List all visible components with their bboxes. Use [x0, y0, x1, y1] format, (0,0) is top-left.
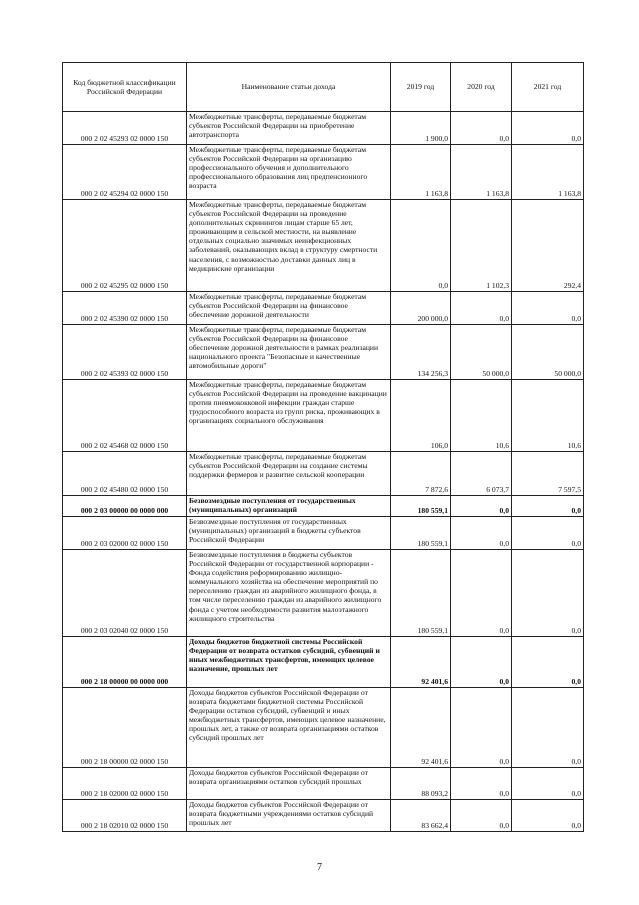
value-2019: 88 093,2 — [391, 768, 451, 800]
value-2021: 0,0 — [512, 292, 584, 325]
row-name: Доходы бюджетов субъектов Российской Федерации от возврата бюджетными учреждениями остатков субсидий прошлых лет — [187, 800, 391, 832]
row-name: Межбюджетные трансферты, передаваемые бюджетам субъектов Российской Федерации на организацию профессионального обучения и дополнительного профессионального образования лиц предпенсионного возраста — [187, 145, 391, 200]
value-2019: 83 662,4 — [391, 800, 451, 832]
table-row — [63, 325, 584, 380]
row-code: 000 2 18 02010 02 0000 150 — [63, 800, 187, 832]
table-row — [63, 200, 584, 292]
row-code: 000 2 02 45293 02 0000 150 — [63, 112, 187, 145]
value-2020: 1 163,8 — [451, 145, 512, 200]
table-row — [63, 637, 584, 688]
table-row — [63, 112, 584, 145]
row-name: Доходы бюджетов бюджетной системы Российской Федерации от возврата остатков субсидий, субвенций и иных межбюджетных трансфертов, имеющих целевое назначение, прошлых лет — [187, 637, 391, 688]
header-code: Код бюджетной классификации Российской Федерации — [63, 63, 187, 112]
row-code: 000 2 18 02000 02 0000 150 — [63, 768, 187, 800]
value-2019: 1 163,8 — [391, 145, 451, 200]
row-name: Безвозмездные поступления в бюджеты субъектов Российской Федерации от государственной корпорации - Фонда содействия реформированию жилищно-коммунального хозяйства на обеспечение мероприятий по переселению граждан из аварийного жилищного фонда, в том числе переселению граждан из аварийного жилищного фонда с учетом необходимости развития малоэтажного жилищного строительства — [187, 550, 391, 637]
value-2019: 200 000,0 — [391, 292, 451, 325]
value-2021: 0,0 — [512, 496, 584, 517]
value-2019: 106,0 — [391, 380, 451, 452]
table-header-row — [63, 63, 584, 112]
value-2019: 92 401,6 — [391, 637, 451, 688]
value-2021: 0,0 — [512, 517, 584, 550]
row-code: 000 2 03 00000 00 0000 000 — [63, 496, 187, 517]
value-2020: 10,6 — [451, 380, 512, 452]
row-name: Доходы бюджетов субъектов Российской Федерации от возврата бюджетами бюджетной системы Российской Федерации остатков субсидий, субвенций и иных межбюджетных трансфертов, имеющих целевое назначение, прошлых лет, а также от возврата организациями остатков субсидий прошлых лет — [187, 688, 391, 768]
row-code: 000 2 03 02000 02 0000 150 — [63, 517, 187, 550]
value-2020: 0,0 — [451, 768, 512, 800]
header-name: Наименование статьи дохода — [187, 63, 391, 112]
value-2021: 0,0 — [512, 637, 584, 688]
row-code: 000 2 02 45294 02 0000 150 — [63, 145, 187, 200]
table-row — [63, 380, 584, 452]
row-name: Безвозмездные поступления от государственных (муниципальных) организаций в бюджеты субъектов Российской Федерации — [187, 517, 391, 550]
value-2021: 0,0 — [512, 688, 584, 768]
value-2020: 1 102,3 — [451, 200, 512, 292]
header-2021: 2021 год — [512, 63, 584, 112]
value-2021: 10,6 — [512, 380, 584, 452]
page-number: 7 — [317, 862, 322, 873]
row-code: 000 2 02 45390 02 0000 150 — [63, 292, 187, 325]
table-row — [63, 768, 584, 800]
value-2019: 134 256,3 — [391, 325, 451, 380]
value-2021: 0,0 — [512, 768, 584, 800]
value-2021: 292,4 — [512, 200, 584, 292]
row-name: Безвозмездные поступления от государственных (муниципальных) организаций — [187, 496, 391, 517]
value-2019: 180 559,1 — [391, 517, 451, 550]
table-row — [63, 688, 584, 768]
value-2019: 92 401,6 — [391, 688, 451, 768]
value-2020: 0,0 — [451, 800, 512, 832]
value-2019: 7 872,6 — [391, 452, 451, 496]
value-2019: 180 559,1 — [391, 496, 451, 517]
table-row — [63, 517, 584, 550]
row-code: 000 2 02 45393 02 0000 150 — [63, 325, 187, 380]
value-2019: 0,0 — [391, 200, 451, 292]
value-2020: 0,0 — [451, 688, 512, 768]
value-2021: 0,0 — [512, 550, 584, 637]
row-code: 000 2 18 00000 02 0000 150 — [63, 688, 187, 768]
row-name: Доходы бюджетов субъектов Российской Федерации от возврата организациями остатков субсидий прошлых — [187, 768, 391, 800]
row-name: Межбюджетные трансферты, передаваемые бюджетам субъектов Российской Федерации на финансовое обеспечение дорожной деятельности — [187, 292, 391, 325]
row-code: 000 2 18 00000 00 0000 000 — [63, 637, 187, 688]
value-2020: 50 000,0 — [451, 325, 512, 380]
row-code: 000 2 02 45295 02 0000 150 — [63, 200, 187, 292]
row-name: Межбюджетные трансферты, передаваемые бюджетам субъектов Российской Федерации на создание системы поддержки фермеров и развитие сельской кооперации — [187, 452, 391, 496]
table-row — [63, 292, 584, 325]
value-2019: 1 900,0 — [391, 112, 451, 145]
table-row — [63, 550, 584, 637]
value-2020: 0,0 — [451, 517, 512, 550]
row-name: Межбюджетные трансферты, передаваемые бюджетам субъектов Российской Федерации на проведение дополнительных скринингов лицам старше 65 лет, проживающим в сельской местности, на выявление отдельных социально значимых неинфекционных заболеваний, оказывающих вклад в структуру смертности населения, с возможностью доставки данных лиц в медицинские организации — [187, 200, 391, 292]
value-2020: 6 073,7 — [451, 452, 512, 496]
table-row — [63, 800, 584, 832]
value-2020: 0,0 — [451, 550, 512, 637]
value-2020: 0,0 — [451, 112, 512, 145]
value-2020: 0,0 — [451, 496, 512, 517]
value-2019: 180 559,1 — [391, 550, 451, 637]
row-code: 000 2 02 45468 02 0000 150 — [63, 380, 187, 452]
row-code: 000 2 02 45480 02 0000 150 — [63, 452, 187, 496]
value-2021: 0,0 — [512, 112, 584, 145]
value-2020: 0,0 — [451, 637, 512, 688]
header-2019: 2019 год — [391, 63, 451, 112]
value-2021: 0,0 — [512, 800, 584, 832]
value-2020: 0,0 — [451, 292, 512, 325]
row-name: Межбюджетные трансферты, передаваемые бюджетам субъектов Российской Федерации на приобретение автотранспорта — [187, 112, 391, 145]
row-name: Межбюджетные трансферты, передаваемые бюджетам субъектов Российской Федерации на финансовое обеспечение дорожной деятельности в рамках реализации национального проекта "Безопасные и качественные автомобильные дороги" — [187, 325, 391, 380]
value-2021: 1 163,8 — [512, 145, 584, 200]
row-name: Межбюджетные трансферты, передаваемые бюджетам субъектов Российской Федерации на проведение вакцинации против пневмококковой инфекции граждан старше трудоспособного возраста из групп риска, проживающих в организациях социального обслуживания — [187, 380, 391, 452]
table-row — [63, 496, 584, 517]
value-2021: 7 597,5 — [512, 452, 584, 496]
row-code: 000 2 03 02040 02 0000 150 — [63, 550, 187, 637]
table-row — [63, 145, 584, 200]
header-2020: 2020 год — [451, 63, 512, 112]
value-2021: 50 000,0 — [512, 325, 584, 380]
revenue-table — [62, 62, 584, 832]
table-row — [63, 452, 584, 496]
